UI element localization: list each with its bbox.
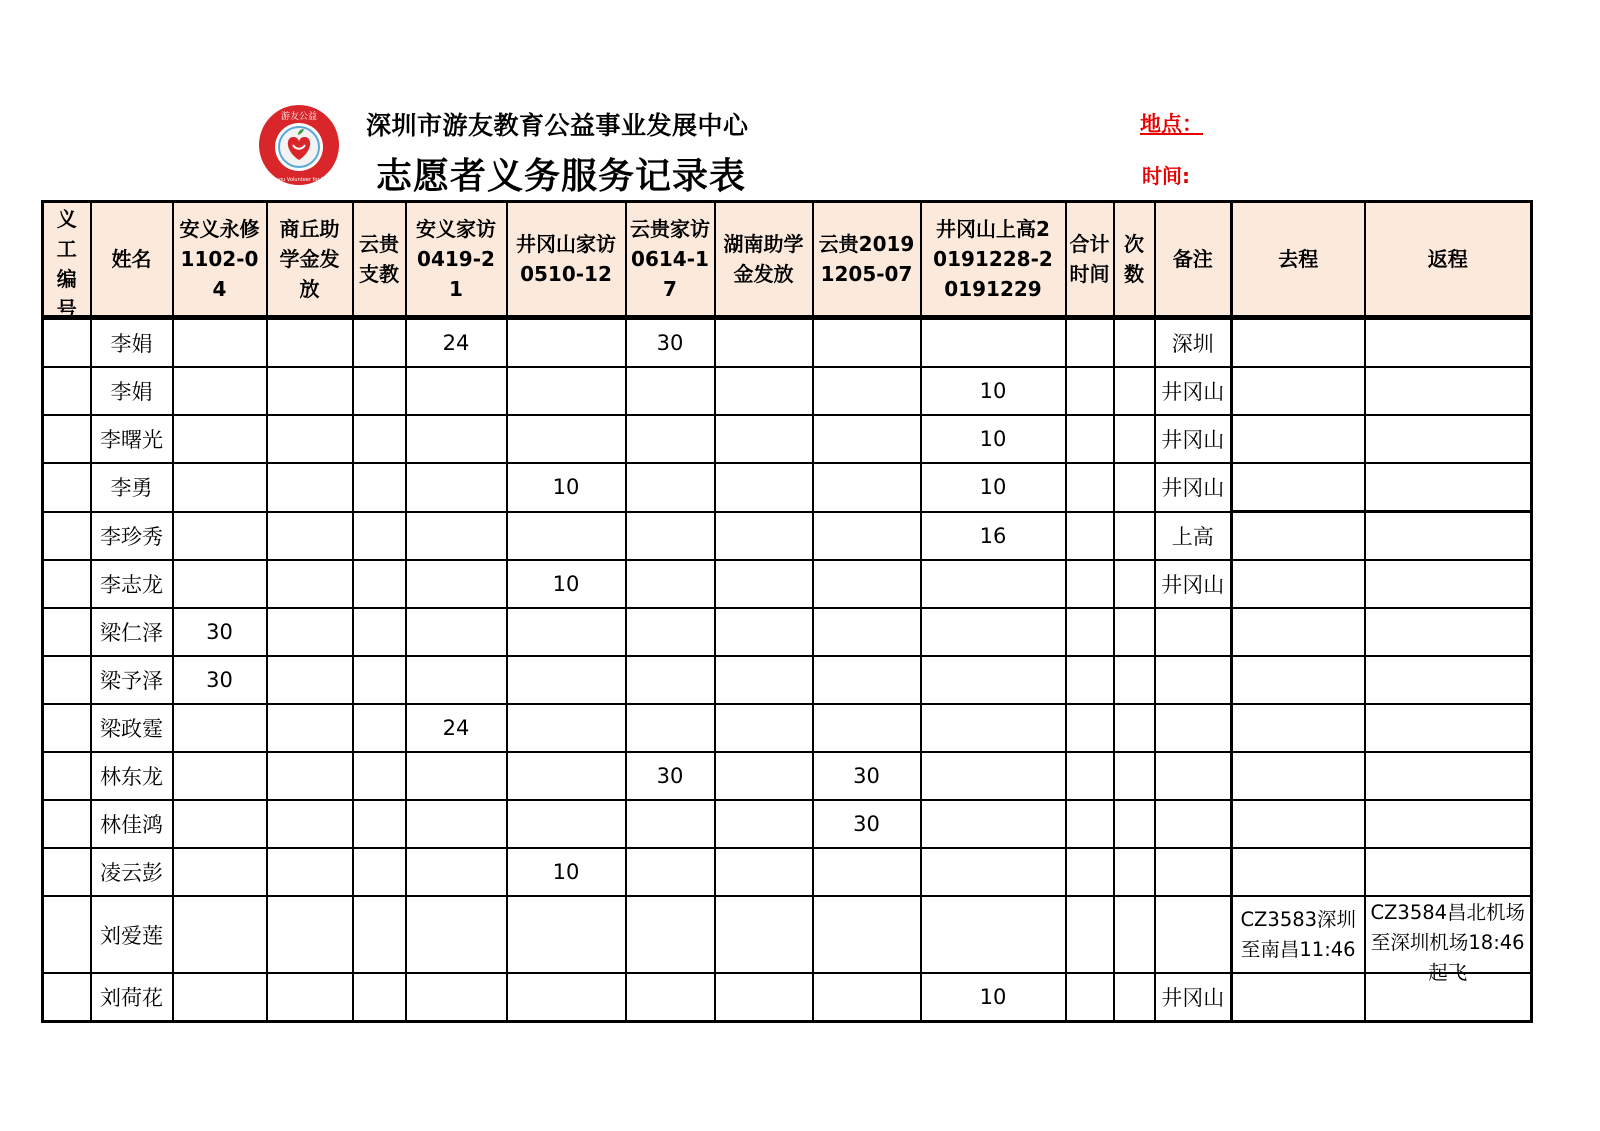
cell-yungui-visit <box>626 848 715 896</box>
col-header-count: 次数 <box>1114 202 1155 318</box>
cell-departure <box>1232 463 1365 512</box>
cell-jinggangshan-visit <box>507 367 626 415</box>
cell-jinggangshan-shanggao: 10 <box>921 973 1066 1022</box>
cell-return <box>1365 512 1532 561</box>
cell-name: 李志龙 <box>91 560 173 608</box>
cell-yungui-teaching <box>353 752 406 800</box>
cell-jinggangshan-visit <box>507 704 626 752</box>
cell-yungui-201912: 30 <box>813 800 921 848</box>
cell-id <box>43 800 91 848</box>
cell-note <box>1155 656 1232 704</box>
cell-note <box>1155 896 1232 973</box>
table-row <box>43 512 1532 561</box>
cell-anyi-visit <box>406 560 507 608</box>
cell-hunan <box>715 415 813 463</box>
cell-yungui-teaching <box>353 973 406 1022</box>
cell-name: 李娟 <box>91 318 173 368</box>
location-label: 地点： <box>1140 112 1203 136</box>
col-header-jinggangshan-shanggao: 井冈山上高20191228-20191229 <box>921 202 1066 318</box>
cell-yungui-201912: 30 <box>813 752 921 800</box>
cell-return <box>1365 463 1532 512</box>
cell-departure <box>1232 415 1365 463</box>
cell-id <box>43 608 91 656</box>
cell-jinggangshan-visit <box>507 512 626 561</box>
cell-total-time <box>1066 800 1114 848</box>
cell-name: 林东龙 <box>91 752 173 800</box>
cell-hunan <box>715 896 813 973</box>
cell-jinggangshan-visit <box>507 973 626 1022</box>
cell-count <box>1114 415 1155 463</box>
cell-return <box>1365 367 1532 415</box>
cell-yungui-teaching <box>353 318 406 368</box>
cell-return <box>1365 318 1532 368</box>
cell-total-time <box>1066 318 1114 368</box>
cell-return <box>1365 848 1532 896</box>
cell-jinggangshan-visit: 10 <box>507 848 626 896</box>
cell-note: 井冈山 <box>1155 415 1232 463</box>
cell-anyi-yongxiu <box>173 973 267 1022</box>
cell-total-time <box>1066 367 1114 415</box>
table-row <box>43 656 1532 704</box>
col-header-yungui-201912: 云贵20191205-07 <box>813 202 921 318</box>
col-header-yungui-teaching: 云贵支教 <box>353 202 406 318</box>
cell-yungui-201912 <box>813 896 921 973</box>
cell-note: 上高 <box>1155 512 1232 561</box>
col-header-anyi-yongxiu: 安义永修1102-04 <box>173 202 267 318</box>
col-header-hunan: 湖南助学金发放 <box>715 202 813 318</box>
cell-jinggangshan-shanggao <box>921 656 1066 704</box>
cell-total-time <box>1066 415 1114 463</box>
cell-name: 凌云彭 <box>91 848 173 896</box>
cell-jinggangshan-visit <box>507 656 626 704</box>
cell-anyi-yongxiu <box>173 367 267 415</box>
cell-count <box>1114 318 1155 368</box>
cell-yungui-visit <box>626 512 715 561</box>
cell-yungui-201912 <box>813 415 921 463</box>
cell-anyi-visit <box>406 800 507 848</box>
table-row <box>43 848 1532 896</box>
cell-yungui-teaching <box>353 704 406 752</box>
cell-jinggangshan-visit <box>507 896 626 973</box>
col-header-return: 返程 <box>1365 202 1532 318</box>
cell-jinggangshan-shanggao <box>921 704 1066 752</box>
cell-name: 刘荷花 <box>91 973 173 1022</box>
cell-name: 李曙光 <box>91 415 173 463</box>
cell-yungui-201912 <box>813 560 921 608</box>
cell-anyi-yongxiu <box>173 415 267 463</box>
cell-anyi-visit <box>406 973 507 1022</box>
cell-jinggangshan-shanggao: 10 <box>921 463 1066 512</box>
cell-anyi-visit: 24 <box>406 318 507 368</box>
cell-shangqiu <box>267 318 353 368</box>
cell-yungui-visit <box>626 704 715 752</box>
cell-anyi-visit <box>406 656 507 704</box>
cell-id <box>43 656 91 704</box>
cell-yungui-teaching <box>353 608 406 656</box>
table-row <box>43 800 1532 848</box>
cell-hunan <box>715 848 813 896</box>
cell-departure <box>1232 608 1365 656</box>
cell-id <box>43 512 91 561</box>
cell-yungui-201912 <box>813 463 921 512</box>
cell-id <box>43 463 91 512</box>
organization-logo <box>258 104 340 186</box>
cell-total-time <box>1066 848 1114 896</box>
cell-departure <box>1232 512 1365 561</box>
cell-anyi-yongxiu <box>173 704 267 752</box>
cell-total-time <box>1066 656 1114 704</box>
cell-hunan <box>715 560 813 608</box>
cell-total-time <box>1066 463 1114 512</box>
cell-yungui-visit: 30 <box>626 752 715 800</box>
cell-anyi-visit: 24 <box>406 704 507 752</box>
cell-note <box>1155 848 1232 896</box>
col-header-note: 备注 <box>1155 202 1232 318</box>
cell-total-time <box>1066 512 1114 561</box>
cell-yungui-201912 <box>813 367 921 415</box>
cell-total-time <box>1066 973 1114 1022</box>
cell-departure <box>1232 973 1365 1022</box>
cell-count <box>1114 608 1155 656</box>
cell-jinggangshan-visit: 10 <box>507 463 626 512</box>
cell-yungui-201912 <box>813 848 921 896</box>
cell-id <box>43 560 91 608</box>
cell-id <box>43 318 91 368</box>
cell-yungui-teaching <box>353 560 406 608</box>
table-row <box>43 560 1532 608</box>
cell-yungui-visit <box>626 560 715 608</box>
cell-anyi-visit <box>406 848 507 896</box>
cell-note: 井冈山 <box>1155 367 1232 415</box>
table-row <box>43 318 1532 368</box>
page-title: 志愿者义务服务记录表 <box>376 156 747 197</box>
cell-return <box>1365 560 1532 608</box>
cell-jinggangshan-shanggao <box>921 848 1066 896</box>
cell-hunan <box>715 608 813 656</box>
cell-departure <box>1232 848 1365 896</box>
cell-jinggangshan-shanggao: 16 <box>921 512 1066 561</box>
cell-name: 李珍秀 <box>91 512 173 561</box>
cell-id <box>43 704 91 752</box>
cell-total-time <box>1066 896 1114 973</box>
cell-id <box>43 973 91 1022</box>
cell-id <box>43 415 91 463</box>
cell-count <box>1114 560 1155 608</box>
cell-anyi-yongxiu <box>173 896 267 973</box>
cell-id <box>43 367 91 415</box>
cell-yungui-visit <box>626 367 715 415</box>
time-label: 时间: <box>1142 164 1190 188</box>
cell-note <box>1155 752 1232 800</box>
cell-jinggangshan-visit: 10 <box>507 560 626 608</box>
cell-hunan <box>715 512 813 561</box>
cell-anyi-visit <box>406 512 507 561</box>
cell-anyi-yongxiu <box>173 512 267 561</box>
col-header-volunteer-id: 义工编号 <box>43 202 91 318</box>
cell-shangqiu <box>267 512 353 561</box>
cell-jinggangshan-visit <box>507 800 626 848</box>
cell-total-time <box>1066 752 1114 800</box>
cell-jinggangshan-shanggao: 10 <box>921 415 1066 463</box>
service-record-table <box>41 200 1533 1023</box>
cell-count <box>1114 367 1155 415</box>
cell-return <box>1365 704 1532 752</box>
col-header-anyi-visit: 安义家访0419-21 <box>406 202 507 318</box>
cell-id <box>43 752 91 800</box>
cell-return <box>1365 608 1532 656</box>
cell-jinggangshan-shanggao <box>921 800 1066 848</box>
cell-anyi-visit <box>406 752 507 800</box>
cell-name: 梁政霆 <box>91 704 173 752</box>
cell-note: 井冈山 <box>1155 463 1232 512</box>
logo-text: 游友公益 <box>280 112 318 122</box>
cell-anyi-yongxiu: 30 <box>173 608 267 656</box>
cell-yungui-visit <box>626 463 715 512</box>
cell-count <box>1114 973 1155 1022</box>
cell-yungui-teaching <box>353 367 406 415</box>
table-row <box>43 367 1532 415</box>
cell-shangqiu <box>267 415 353 463</box>
cell-anyi-visit <box>406 896 507 973</box>
col-header-jinggangshan-visit: 井冈山家访0510-12 <box>507 202 626 318</box>
cell-yungui-201912 <box>813 656 921 704</box>
cell-id <box>43 848 91 896</box>
cell-anyi-yongxiu <box>173 560 267 608</box>
cell-count <box>1114 800 1155 848</box>
cell-name: 刘爱莲 <box>91 896 173 973</box>
cell-note: 深圳 <box>1155 318 1232 368</box>
table-row <box>43 704 1532 752</box>
cell-anyi-visit <box>406 415 507 463</box>
logo-ring-text: Youyou Volunteer for Edu <box>267 177 331 183</box>
cell-return <box>1365 656 1532 704</box>
cell-count <box>1114 704 1155 752</box>
cell-departure <box>1232 704 1365 752</box>
cell-anyi-visit <box>406 608 507 656</box>
cell-note: 井冈山 <box>1155 973 1232 1022</box>
cell-departure <box>1232 367 1365 415</box>
cell-anyi-yongxiu <box>173 848 267 896</box>
cell-jinggangshan-shanggao: 10 <box>921 367 1066 415</box>
cell-name: 李勇 <box>91 463 173 512</box>
cell-departure <box>1232 560 1365 608</box>
cell-hunan <box>715 367 813 415</box>
cell-count <box>1114 752 1155 800</box>
cell-shangqiu <box>267 560 353 608</box>
cell-yungui-visit: 30 <box>626 318 715 368</box>
cell-return <box>1365 800 1532 848</box>
cell-yungui-201912 <box>813 608 921 656</box>
cell-jinggangshan-visit <box>507 415 626 463</box>
col-header-total-time: 合计时间 <box>1066 202 1114 318</box>
cell-note <box>1155 800 1232 848</box>
col-header-name: 姓名 <box>91 202 173 318</box>
cell-anyi-yongxiu: 30 <box>173 656 267 704</box>
cell-yungui-visit <box>626 800 715 848</box>
cell-yungui-teaching <box>353 896 406 973</box>
cell-yungui-visit <box>626 415 715 463</box>
cell-anyi-visit <box>406 463 507 512</box>
table-header-row <box>43 202 1532 318</box>
cell-yungui-visit <box>626 656 715 704</box>
cell-departure <box>1232 656 1365 704</box>
cell-name: 林佳鸿 <box>91 800 173 848</box>
cell-jinggangshan-visit <box>507 608 626 656</box>
cell-jinggangshan-shanggao <box>921 608 1066 656</box>
cell-yungui-201912 <box>813 512 921 561</box>
col-header-yungui-visit: 云贵家访0614-17 <box>626 202 715 318</box>
cell-yungui-201912 <box>813 318 921 368</box>
cell-note <box>1155 608 1232 656</box>
cell-yungui-teaching <box>353 656 406 704</box>
cell-shangqiu <box>267 752 353 800</box>
cell-yungui-teaching <box>353 415 406 463</box>
cell-total-time <box>1066 608 1114 656</box>
cell-hunan <box>715 704 813 752</box>
cell-departure <box>1232 318 1365 368</box>
cell-anyi-yongxiu <box>173 463 267 512</box>
cell-departure <box>1232 752 1365 800</box>
cell-departure: CZ3583深圳至南昌11:46 <box>1232 896 1365 973</box>
cell-departure <box>1232 800 1365 848</box>
cell-hunan <box>715 800 813 848</box>
table-row <box>43 973 1532 1022</box>
cell-shangqiu <box>267 608 353 656</box>
cell-count <box>1114 463 1155 512</box>
cell-note: 井冈山 <box>1155 560 1232 608</box>
cell-return <box>1365 752 1532 800</box>
col-header-shangqiu: 商丘助学金发放 <box>267 202 353 318</box>
cell-shangqiu <box>267 800 353 848</box>
cell-yungui-visit <box>626 973 715 1022</box>
table-row <box>43 415 1532 463</box>
cell-return <box>1365 415 1532 463</box>
cell-hunan <box>715 463 813 512</box>
cell-yungui-teaching <box>353 463 406 512</box>
cell-anyi-yongxiu <box>173 318 267 368</box>
cell-count <box>1114 896 1155 973</box>
table-row <box>43 896 1532 973</box>
cell-hunan <box>715 318 813 368</box>
cell-yungui-201912 <box>813 704 921 752</box>
cell-count <box>1114 512 1155 561</box>
cell-anyi-yongxiu <box>173 752 267 800</box>
cell-shangqiu <box>267 367 353 415</box>
cell-shangqiu <box>267 973 353 1022</box>
cell-yungui-visit <box>626 896 715 973</box>
cell-name: 梁予泽 <box>91 656 173 704</box>
cell-jinggangshan-shanggao <box>921 752 1066 800</box>
cell-name: 梁仁泽 <box>91 608 173 656</box>
cell-hunan <box>715 973 813 1022</box>
cell-shangqiu <box>267 656 353 704</box>
cell-shangqiu <box>267 704 353 752</box>
cell-count <box>1114 848 1155 896</box>
cell-shangqiu <box>267 463 353 512</box>
table-row <box>43 463 1532 512</box>
cell-id <box>43 896 91 973</box>
cell-hunan <box>715 752 813 800</box>
cell-name: 李娟 <box>91 367 173 415</box>
cell-note <box>1155 704 1232 752</box>
table-row <box>43 752 1532 800</box>
cell-shangqiu <box>267 848 353 896</box>
cell-jinggangshan-shanggao <box>921 560 1066 608</box>
cell-yungui-teaching <box>353 848 406 896</box>
cell-shangqiu <box>267 896 353 973</box>
cell-yungui-201912 <box>813 973 921 1022</box>
cell-hunan <box>715 656 813 704</box>
organization-name: 深圳市游友教育公益事业发展中心 <box>366 111 749 140</box>
cell-yungui-teaching <box>353 800 406 848</box>
cell-anyi-yongxiu <box>173 800 267 848</box>
cell-yungui-visit <box>626 608 715 656</box>
cell-count <box>1114 656 1155 704</box>
cell-jinggangshan-shanggao <box>921 896 1066 973</box>
table-row <box>43 608 1532 656</box>
cell-jinggangshan-visit <box>507 752 626 800</box>
cell-anyi-visit <box>406 367 507 415</box>
cell-jinggangshan-shanggao <box>921 318 1066 368</box>
cell-jinggangshan-visit <box>507 318 626 368</box>
cell-total-time <box>1066 704 1114 752</box>
col-header-departure: 去程 <box>1232 202 1365 318</box>
cell-total-time <box>1066 560 1114 608</box>
cell-yungui-teaching <box>353 512 406 561</box>
cell-return: CZ3584昌北机场至深圳机场18:46起飞 <box>1365 896 1532 973</box>
